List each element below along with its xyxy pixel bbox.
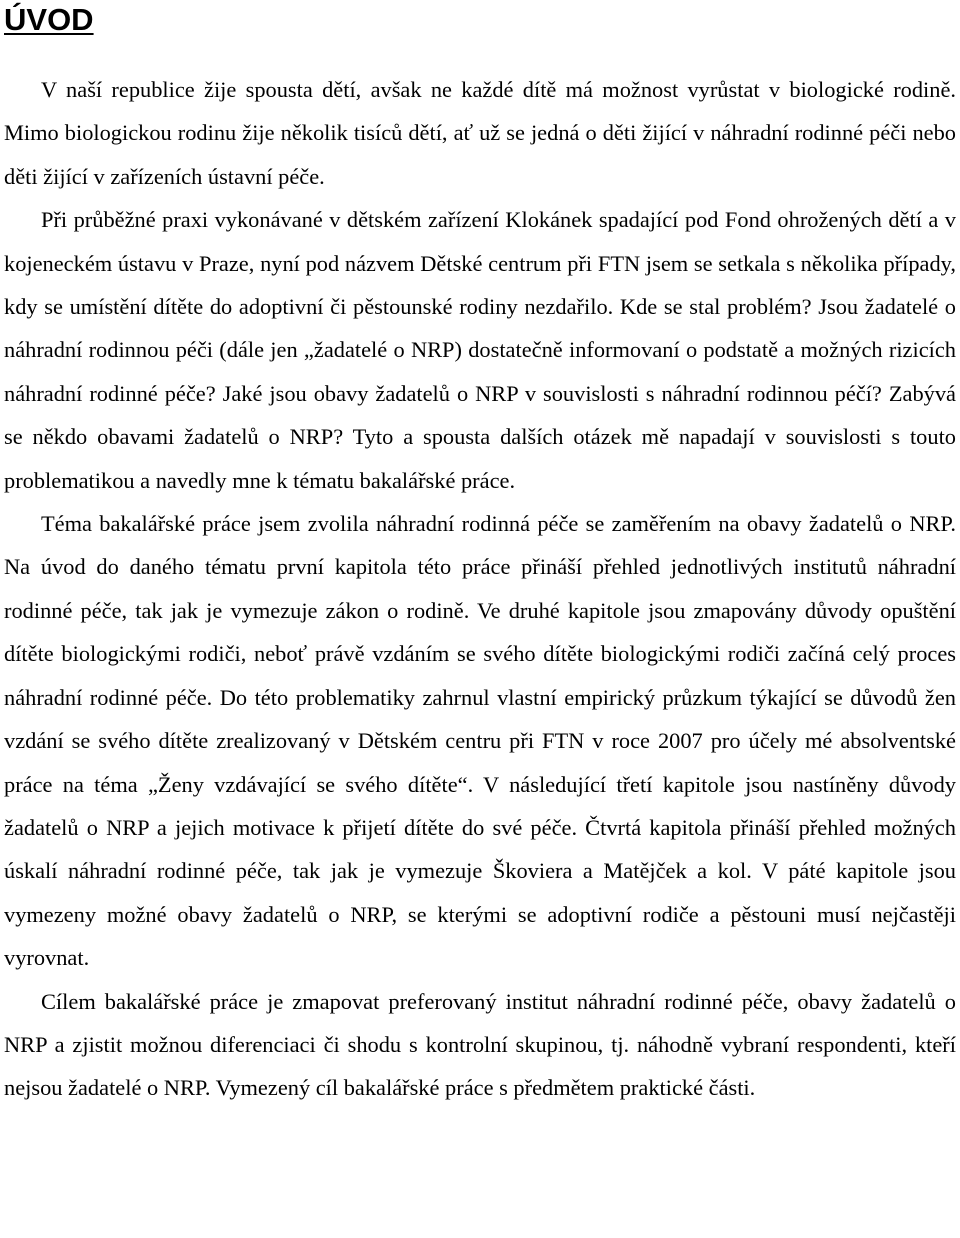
paragraph-2: Při průběžné praxi vykonávané v dětském zařízení Klokánek spadající pod Fond ohrožených dětí a v kojeneckém ústavu v Praze, nyní pod názvem Dětské centrum při FTN jsem se setkala s několika případy, kdy se umístění dítěte do adoptivní či pěstounské rodiny nezdařilo. Kde se stal problém? Jsou žadatelé o náhradní rodinnou péči (dále jen „žadatelé o NRP) dostatečně informovaní o podstatě a možných rizicích náhradní rodinné péče? Jaké jsou obavy žadatelů o NRP v souvislosti s náhradní rodinnou péčí? Zabývá se někdo obavami žadatelů o NRP? Tyto a spousta dalších otázek mě napadají v souvislosti s touto problematikou a navedly mne k tématu bakalářské práce. [4, 207, 956, 493]
document-body [4, 68, 956, 1110]
paragraph-1: V naší republice žije spousta dětí, avšak ne každé dítě má možnost vyrůstat v biologické rodině. Mimo biologickou rodinu žije několik tisíců dětí, ať už se jedná o děti žijící v náhradní rodinné péči nebo děti žijící v zařízeních ústavní péče. [4, 77, 956, 189]
page-title: ÚVOD [4, 2, 94, 37]
paragraph-4: Cílem bakalářské práce je zmapovat preferovaný institut náhradní rodinné péče, obavy žadatelů o NRP a zjistit možnou diferenciaci či shodu s kontrolní skupinou, tj. náhodně vybraní respondenti, kteří nejsou žadatelé o NRP. Vymezený cíl bakalářské práce s předmětem praktické části. [4, 988, 956, 1101]
paragraph-3: Téma bakalářské práce jsem zvolila náhradní rodinná péče se zaměřením na obavy žadatelů o NRP. Na úvod do daného tématu první kapitola této práce přináší přehled jednotlivých institutů náhradní rodinné péče, tak jak je vymezuje zákon o rodině. Ve druhé kapitole jsou zmapovány důvody opuštění dítěte biologickými rodiči, neboť právě vzdáním se svého dítěte biologickými rodiči začíná celý proces náhradní rodinné péče. Do této problematiky zahrnul vlastní empirický průzkum týkající se důvodů žen vzdání se svého dítěte zrealizovaný v Dětském centru při FTN v roce 2007 pro účely mé absolventské práce na téma „Ženy vzdávající se svého dítěte“. V následující třetí kapitole jsou nastíněny důvody žadatelů o NRP a jejich motivace k přijetí dítěte do své péče. Čtvrtá kapitola přináší přehled možných úskalí náhradní rodinné péče, tak jak je vymezuje Škoviera a Matějček a kol. V páté kapitole jsou vymezeny možné obavy žadatelů o NRP, se kterými se adoptivní rodiče a pěstouni musí nejčastěji vyrovnat. [4, 511, 956, 971]
